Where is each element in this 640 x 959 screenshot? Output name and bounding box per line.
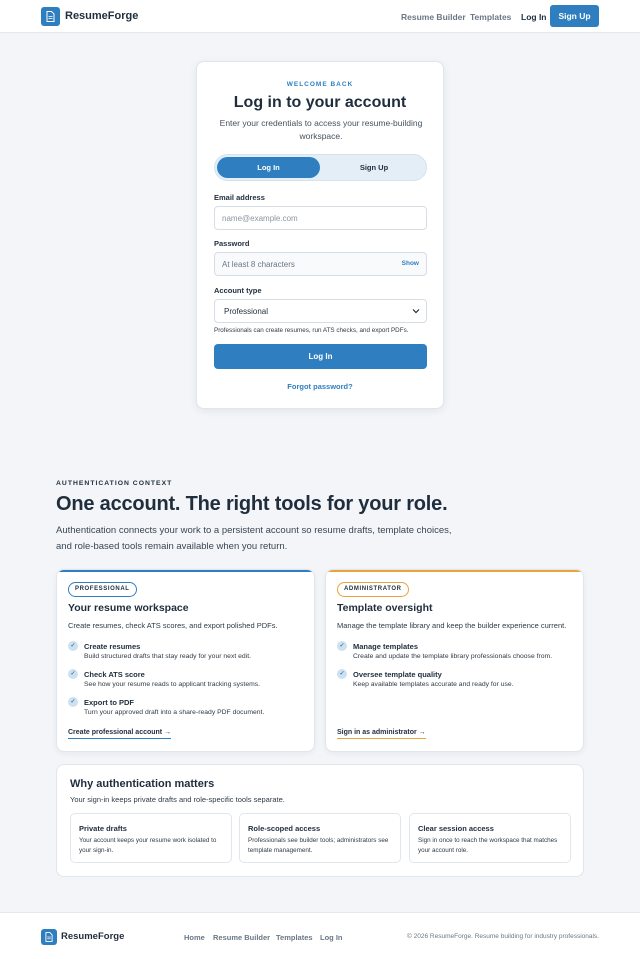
feature-title: Oversee template quality <box>353 670 442 679</box>
check-icon: ✓ <box>68 669 78 679</box>
role-description: Manage the template library and keep the builder experience current. <box>337 621 567 630</box>
header-signup-button[interactable]: Sign Up <box>550 5 599 27</box>
create-professional-account-link[interactable]: Create professional account → <box>68 729 171 739</box>
password-field[interactable] <box>215 253 395 275</box>
role-pill: ADMINISTRATOR <box>337 582 409 597</box>
footer-link-resume-builder[interactable]: Resume Builder <box>213 933 271 942</box>
footer-link-templates[interactable]: Templates <box>276 933 313 942</box>
email-field[interactable] <box>214 206 427 230</box>
why-item-role-scoped <box>239 813 401 863</box>
forgot-password-link[interactable]: Forgot password? <box>287 382 353 391</box>
password-field-wrapper <box>214 252 427 276</box>
nav-templates[interactable]: Templates <box>470 12 512 22</box>
account-type-value: Professional <box>224 307 269 316</box>
feature-title: Manage templates <box>353 642 419 651</box>
role-accent-bar <box>57 570 314 572</box>
why-item-description: Professionals see builder tools; administrators see template management. <box>248 837 389 854</box>
context-eyebrow: AUTHENTICATION CONTEXT <box>56 480 173 487</box>
login-submit-button[interactable]: Log In <box>214 344 427 369</box>
footer-logo-document-icon[interactable] <box>41 929 57 945</box>
footer-copyright: © 2026 ResumeForge. Resume building for industry professionals. <box>407 933 599 940</box>
feature-description: See how your resume reads to applicant tracking systems. <box>84 681 261 688</box>
footer-link-home[interactable]: Home <box>184 933 205 942</box>
context-title: One account. The right tools for your role. <box>56 493 448 515</box>
feature-description: Build structured drafts that stay ready for your next edit. <box>84 653 251 660</box>
check-icon: ✓ <box>337 641 347 651</box>
role-accent-bar <box>326 570 583 572</box>
why-subtitle: Your sign-in keeps private drafts and role-specific tools separate. <box>70 795 285 804</box>
why-title: Why authentication matters <box>70 778 215 790</box>
tab-signup[interactable]: Sign Up <box>359 163 389 172</box>
check-icon: ✓ <box>337 669 347 679</box>
account-type-label: Account type <box>214 286 262 295</box>
logo-document-icon[interactable] <box>41 7 60 26</box>
why-item-title: Clear session access <box>418 824 494 833</box>
why-item-title: Private drafts <box>79 824 127 833</box>
feature-title: Check ATS score <box>84 670 145 679</box>
role-card-administrator <box>325 569 584 752</box>
chevron-down-icon <box>412 308 420 314</box>
site-footer <box>0 912 640 959</box>
feature-description: Keep available templates accurate and ready for use. <box>353 681 514 688</box>
check-icon: ✓ <box>68 641 78 651</box>
account-type-select[interactable] <box>214 299 427 323</box>
show-password-button[interactable]: Show <box>401 260 419 267</box>
role-title: Your resume workspace <box>68 602 189 614</box>
role-description: Create resumes, check ATS scores, and export polished PDFs. <box>68 621 278 630</box>
admin-signin-link[interactable]: Sign in as administrator → <box>337 729 426 739</box>
role-pill: PROFESSIONAL <box>68 582 137 597</box>
footer-brand[interactable]: ResumeForge <box>61 931 125 942</box>
nav-resume-builder[interactable]: Resume Builder <box>401 12 466 22</box>
context-body: Authentication connects your work to a persistent account so resume drafts, template choices, and role-based tools remain available when you return. <box>56 525 452 552</box>
why-item-session-access <box>409 813 571 863</box>
why-item-private-drafts <box>70 813 232 863</box>
why-item-description: Your account keeps your resume work isolated to your sign-in. <box>79 837 217 854</box>
login-eyebrow: WELCOME BACK <box>286 81 354 88</box>
top-header <box>0 0 640 33</box>
check-icon: ✓ <box>68 697 78 707</box>
brand-name[interactable]: ResumeForge <box>65 10 139 22</box>
login-title: Log in to your account <box>233 94 407 111</box>
why-item-title: Role-scoped access <box>248 824 321 833</box>
email-label: Email address <box>214 193 265 202</box>
feature-title: Export to PDF <box>84 698 134 707</box>
feature-title: Create resumes <box>84 642 141 651</box>
account-type-hint: Professionals can create resumes, run ATS checks, and export PDFs. <box>214 327 409 334</box>
why-item-description: Sign in once to reach the workspace that matches your account role. <box>418 837 558 854</box>
password-label: Password <box>214 239 250 248</box>
footer-link-login[interactable]: Log In <box>320 933 343 942</box>
feature-description: Turn your approved draft into a share-ready PDF document. <box>84 709 265 716</box>
role-title: Template oversight <box>337 602 433 614</box>
login-subtitle: Enter your credentials to access your resume-building workspace. <box>219 118 423 141</box>
role-card-professional <box>56 569 315 752</box>
feature-description: Create and update the template library professionals choose from. <box>353 653 553 660</box>
tab-login[interactable]: Log In <box>217 157 320 178</box>
why-authentication-panel <box>56 764 584 877</box>
login-card <box>196 61 444 409</box>
nav-login[interactable]: Log In <box>521 12 547 22</box>
auth-mode-toggle <box>214 154 427 181</box>
